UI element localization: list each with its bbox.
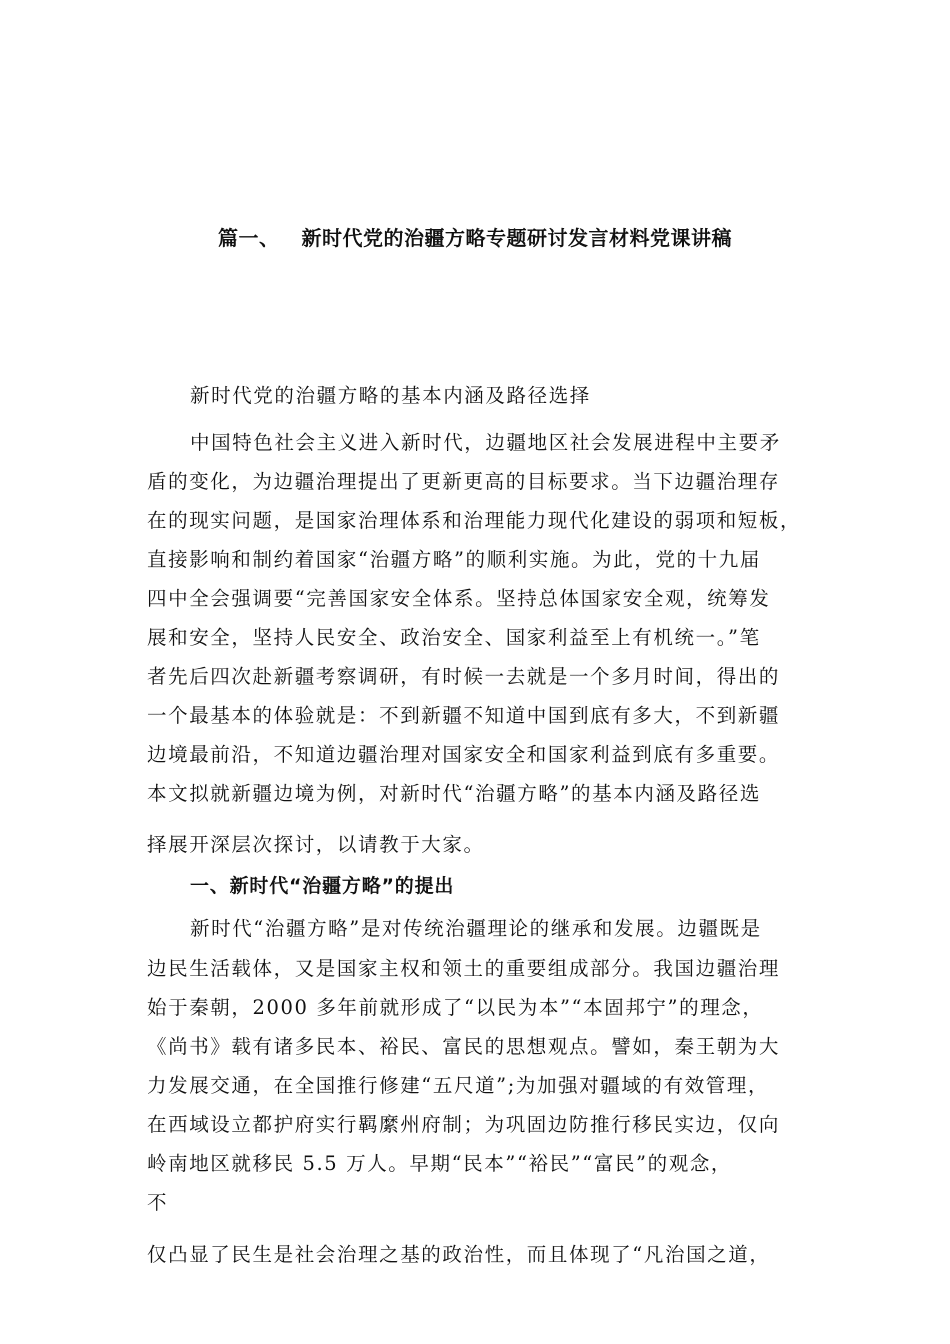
paragraph-line: 直接影响和制约着国家“治疆方略”的顺利实施。为此，党的十九届 — [147, 548, 761, 571]
paragraph-line: 展和安全，坚持人民安全、政治安全、国家利益至上有机统一。”笔 — [147, 626, 761, 649]
paragraph-line: 始于秦朝，2000 多年前就形成了“以民为本”“本固邦宁”的理念， — [147, 996, 764, 1019]
paragraph-line: 新时代“治疆方略”是对传统治疆理论的继承和发展。边疆既是 — [190, 917, 762, 940]
title-text: 新时代党的治疆方略专题研讨发言材料党课讲稿 — [301, 226, 732, 250]
document-title — [0, 222, 950, 251]
paragraph-line: 本文拟就新疆边境为例，对新时代“治疆方略”的基本内涵及路径选 — [147, 782, 761, 805]
paragraph-line: 力发展交通，在全国推行修建“五尺道”;为加强对疆域的有效管理， — [147, 1074, 770, 1097]
paragraph-line: 《尚书》载有诸多民本、裕民、富民的思想观点。譬如，秦王朝为大 — [147, 1035, 781, 1058]
paragraph-line: 在的现实问题，是国家治理体系和治理能力现代化建设的弱项和短板， — [147, 509, 802, 532]
paragraph-line: 在西域设立都护府实行羁縻州府制；为巩固边防推行移民实边，仅向 — [147, 1113, 781, 1136]
paragraph-line: 仅凸显了民生是社会治理之基的政治性，而且体现了“凡治国之道， — [147, 1243, 771, 1266]
section-heading: 一、新时代“治疆方略”的提出 — [190, 875, 455, 897]
paragraph-line: 一个最基本的体验就是：不到新疆不知道中国到底有多大，不到新疆 — [147, 704, 781, 727]
paragraph-line: 边民生活载体，又是国家主权和领土的重要组成部分。我国边疆治理 — [147, 957, 781, 980]
paragraph-line: 边境最前沿，不知道边疆治理对国家安全和国家利益到底有多重要。 — [147, 743, 781, 766]
paragraph-line: 择展开深层次探讨，以请教于大家。 — [147, 833, 485, 856]
title-prefix: 篇一、 — [218, 226, 280, 250]
paragraph-line: 盾的变化，为边疆治理提出了更新更高的目标要求。当下边疆治理存 — [147, 470, 781, 493]
paragraph-line: 岭南地区就移民 5.5 万人。早期“民本”“裕民”“富民”的观念， — [147, 1152, 733, 1175]
paragraph-line: 不 — [147, 1191, 169, 1214]
document-subtitle: 新时代党的治疆方略的基本内涵及路径选择 — [190, 384, 591, 407]
paragraph-line: 中国特色社会主义进入新时代，边疆地区社会发展进程中主要矛 — [190, 431, 781, 454]
paragraph-line: 四中全会强调要“完善国家安全体系。坚持总体国家安全观，统筹发 — [147, 587, 771, 610]
paragraph-line: 者先后四次赴新疆考察调研，有时候一去就是一个多月时间，得出的 — [147, 665, 781, 688]
